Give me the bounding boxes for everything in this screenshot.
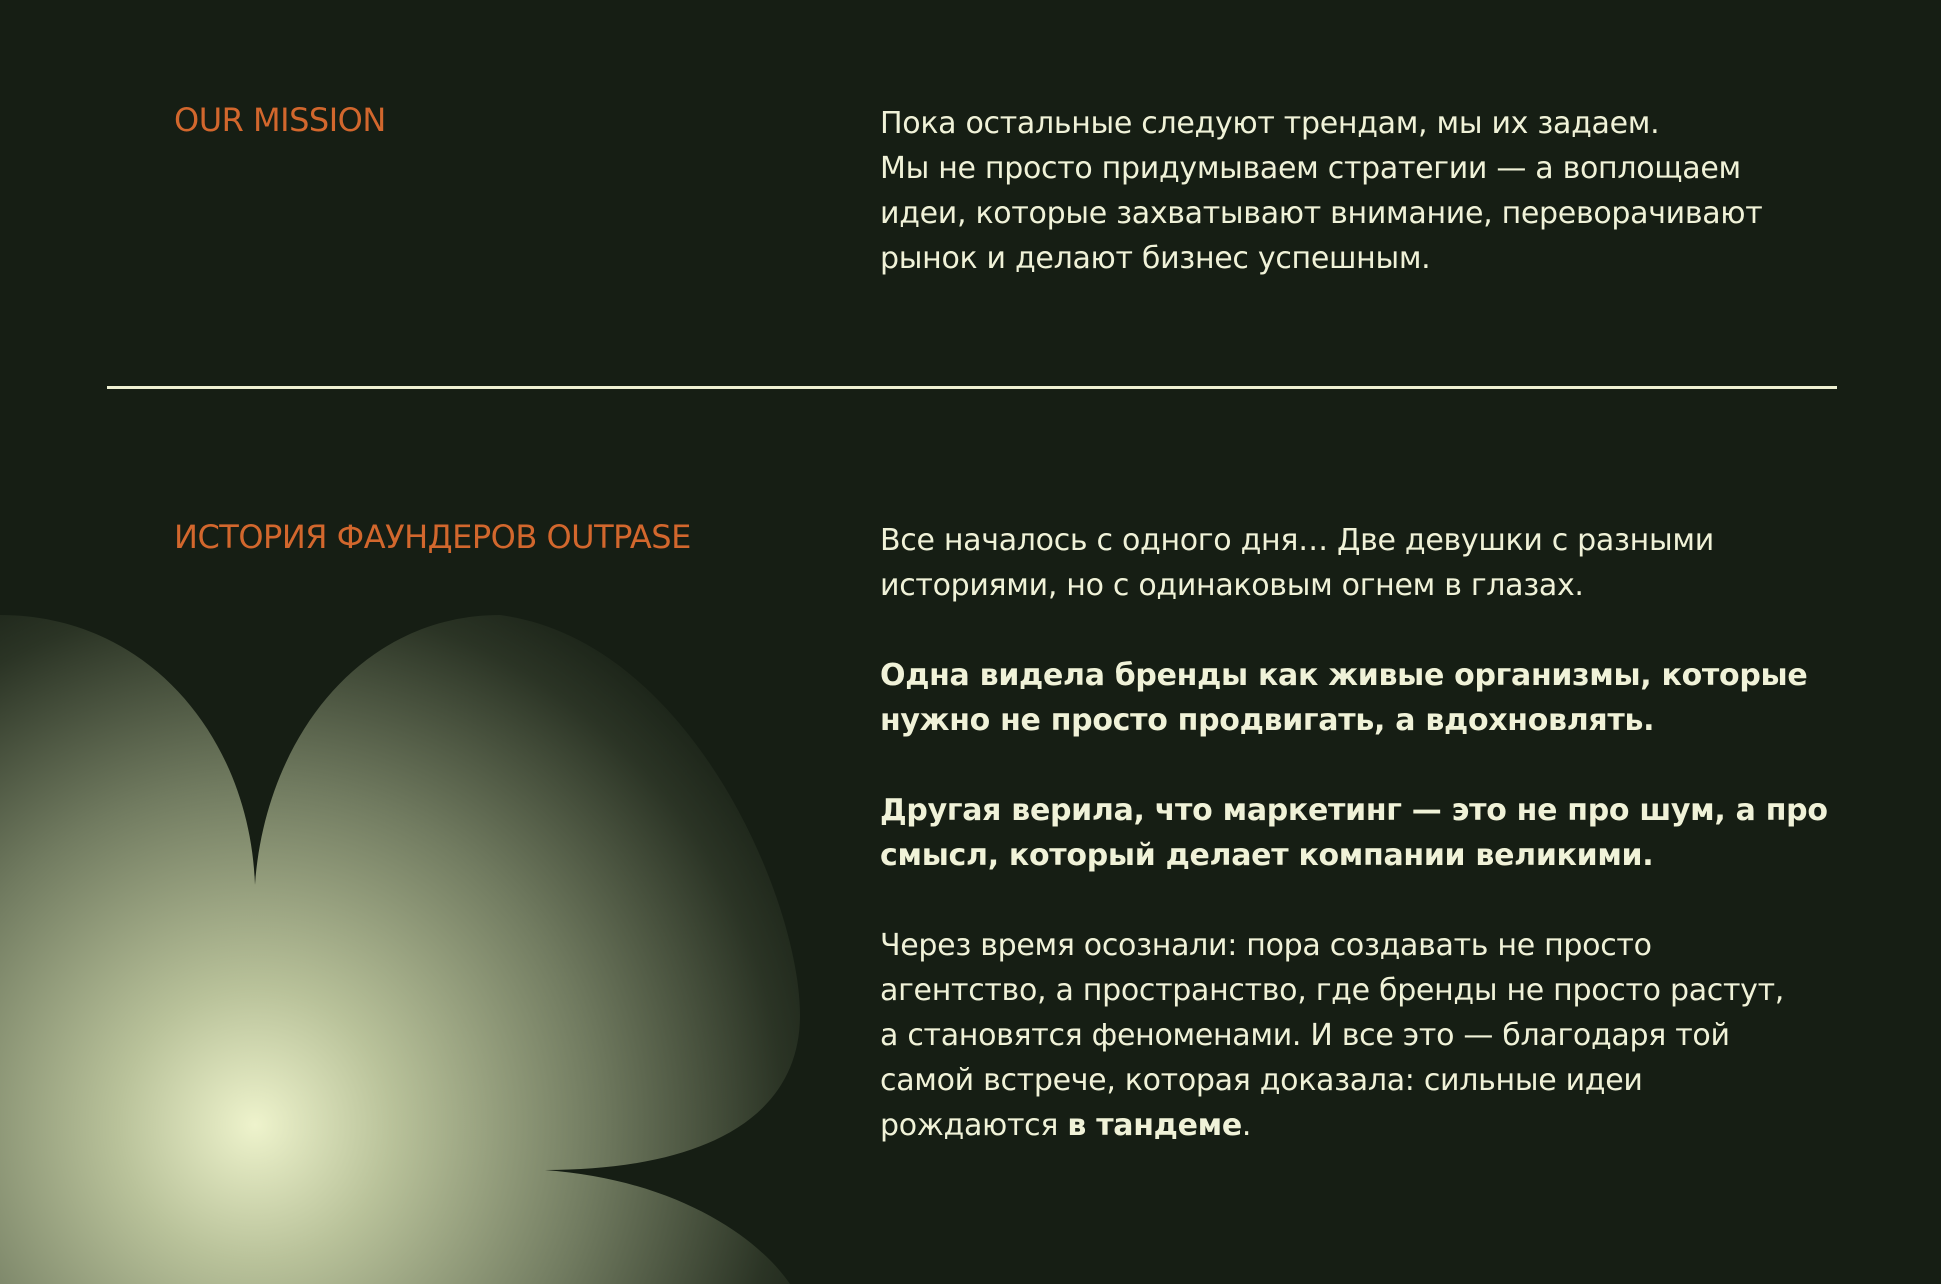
emphasis-text: в тандеме [1067,1108,1242,1143]
history-text [880,518,1840,1148]
mission-line: идеи, которые захватывают внимание, переворачивают [880,196,1763,231]
history-paragraph-2: Одна видела бренды как живые организмы, которые нужно не просто продвигать, а вдохновлять. [880,658,1808,738]
history-paragraph-1: Все началось с одного дня… Две девушки с разными историями, но с одинаковым огнем в глазах. [880,523,1714,603]
mission-line: Мы не просто придумываем стратегии — а воплощаем [880,151,1741,186]
mission-line: Пока остальные следуют трендам, мы их задаем. [880,106,1660,141]
mission-line: рынок и делают бизнес успешным. [880,241,1431,276]
mission-text [880,101,1840,281]
history-label: ИСТОРИЯ ФАУНДЕРОВ OUTPASE [174,518,691,556]
history-paragraph-4: Через время осознали: пора создавать не просто агентство, а пространство, где бренды не просто растут, а становятся феноменами. И все это — благодаря той самой встрече, которая доказала: сильные идеи рождаются в тандеме. [880,928,1785,1143]
history-paragraph-3: Другая верила, что маркетинг — это не про шум, а про смысл, который делает компании великими. [880,793,1828,873]
section-divider [107,386,1837,389]
mission-label: OUR MISSION [174,101,386,139]
